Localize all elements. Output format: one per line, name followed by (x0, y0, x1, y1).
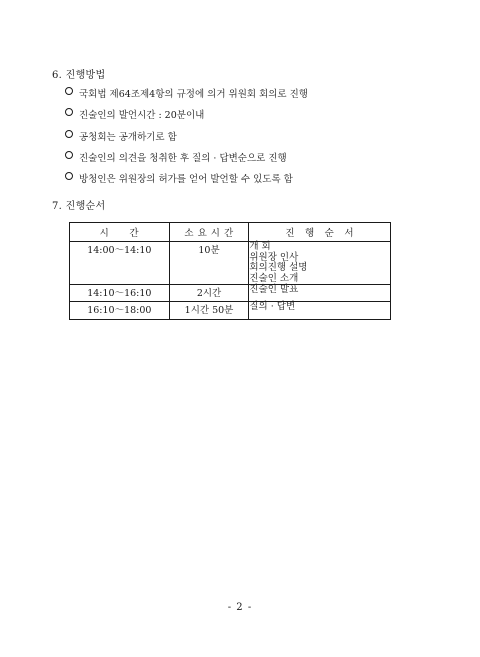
program-cell (249, 285, 391, 302)
time-cell: 14:00～14:10 (70, 242, 170, 285)
table-row (70, 302, 391, 320)
procedure-item (65, 129, 308, 150)
procedure-list (65, 86, 308, 192)
section-7-title: 7. 진행순서 (52, 201, 106, 212)
table-row (70, 242, 391, 285)
procedure-item (65, 150, 308, 171)
program-line: 진술인 발표 (249, 284, 299, 295)
section-6-title: 6. 진행방법 (52, 70, 106, 81)
program-line: 질의 · 답변 (249, 301, 296, 312)
duration-cell: 10분 (169, 242, 249, 285)
page-number: - 2 - (227, 602, 253, 613)
procedure-item-text: 공청회는 공개하기로 함 (79, 131, 177, 143)
schedule-header-row (70, 223, 391, 242)
procedure-item-text: 진술인의 발언시간 : 20분이내 (79, 110, 205, 122)
program-line: 위원장 인사 (249, 251, 299, 263)
header-time: 시 간 (70, 223, 170, 242)
duration-cell: 1시간 50분 (169, 302, 249, 320)
procedure-item (65, 86, 308, 107)
circle-bullet-icon (65, 87, 73, 95)
time-cell: 14:10～16:10 (70, 285, 170, 302)
program-line: 진술인 소개 (249, 272, 299, 284)
duration-cell: 2시간 (169, 285, 249, 302)
procedure-item-text: 방청인은 위원장의 허가를 얻어 발언할 수 있도록 함 (79, 174, 293, 186)
header-duration: 소 요 시 간 (169, 223, 249, 242)
program-cell (249, 242, 391, 285)
circle-bullet-icon (65, 108, 73, 116)
circle-bullet-icon (65, 172, 73, 180)
schedule-table (69, 222, 391, 320)
procedure-item (65, 171, 308, 192)
procedure-item (65, 107, 308, 128)
program-cell (249, 302, 391, 320)
header-program: 진 행 순 서 (249, 223, 391, 242)
procedure-item-text: 국회법 제64조제4항의 규정에 의거 위원회 회의로 진행 (79, 89, 308, 100)
circle-bullet-icon (65, 130, 73, 138)
program-line: 개 회 (249, 241, 271, 252)
program-line: 회의진행 설명 (249, 262, 308, 273)
time-cell: 16:10～18:00 (70, 302, 170, 320)
table-row (70, 285, 391, 302)
circle-bullet-icon (65, 151, 73, 159)
procedure-item-text: 진술인의 의견을 청취한 후 질의 · 답변순으로 진행 (79, 152, 287, 164)
